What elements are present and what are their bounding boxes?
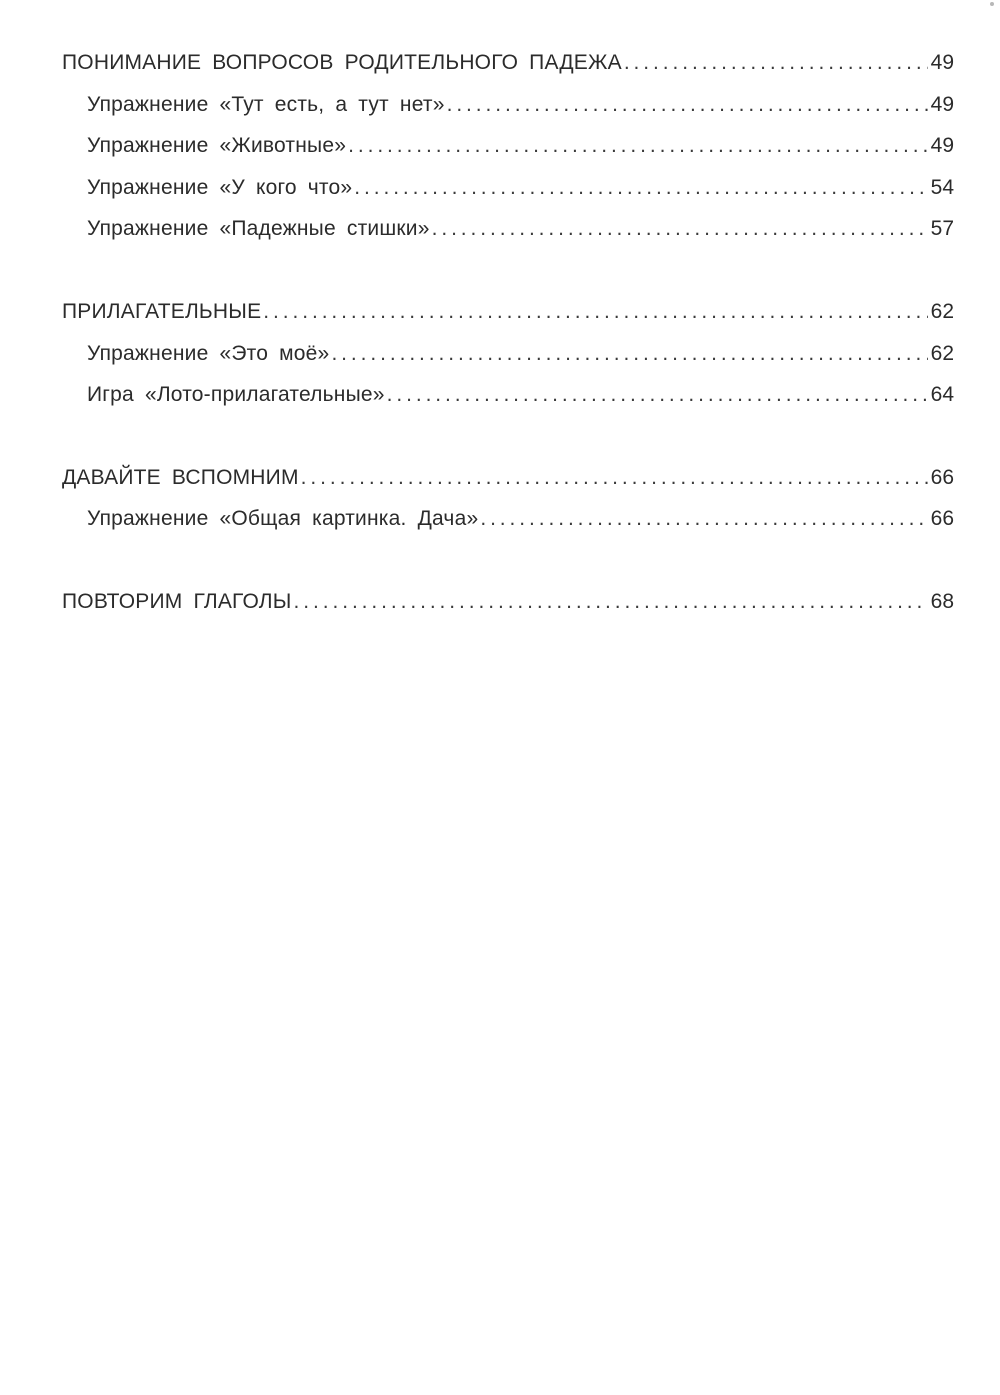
toc-entry[interactable] bbox=[62, 167, 954, 209]
toc-heading-entry[interactable] bbox=[62, 291, 954, 333]
toc-entry-label: Упражнение «Это моё» bbox=[87, 341, 330, 365]
toc-section bbox=[62, 581, 954, 623]
dot-leader bbox=[447, 84, 928, 126]
table-of-contents bbox=[62, 42, 954, 664]
toc-page-number: 57 bbox=[930, 217, 954, 241]
dot-leader bbox=[263, 291, 927, 333]
toc-page-number: 62 bbox=[930, 341, 954, 365]
dot-leader bbox=[294, 581, 928, 623]
toc-heading-label: ДАВАЙТЕ ВСПОМНИМ bbox=[62, 465, 299, 489]
toc-page-number: 54 bbox=[930, 175, 954, 199]
toc-entry[interactable] bbox=[62, 374, 954, 416]
toc-page-number: 66 bbox=[930, 465, 954, 489]
dot-leader bbox=[432, 208, 928, 250]
toc-page-number: 49 bbox=[930, 134, 954, 158]
dot-leader bbox=[301, 457, 928, 499]
toc-entry-label: Упражнение «Общая картинка. Дача» bbox=[87, 507, 479, 531]
toc-page-number: 62 bbox=[930, 299, 954, 323]
dot-leader bbox=[348, 125, 928, 167]
toc-entry[interactable] bbox=[62, 208, 954, 250]
toc-entry-label: Игра «Лото-прилагательные» bbox=[87, 383, 385, 407]
toc-entry-label: Упражнение «Тут есть, а тут нет» bbox=[87, 92, 445, 116]
toc-page-number: 64 bbox=[930, 383, 954, 407]
toc-section bbox=[62, 291, 954, 416]
dot-leader bbox=[480, 498, 927, 540]
toc-heading-entry[interactable] bbox=[62, 42, 954, 84]
toc-entry[interactable] bbox=[62, 84, 954, 126]
toc-heading-entry[interactable] bbox=[62, 457, 954, 499]
toc-heading-label: ПРИЛАГАТЕЛЬНЫЕ bbox=[62, 299, 262, 323]
corner-mark bbox=[990, 2, 994, 6]
toc-entry-label: Упражнение «У кого что» bbox=[87, 175, 353, 199]
toc-entry-label: Упражнение «Падежные стишки» bbox=[87, 217, 430, 241]
toc-page-number: 49 bbox=[930, 92, 954, 116]
dot-leader bbox=[331, 333, 927, 375]
toc-section bbox=[62, 457, 954, 540]
dot-leader bbox=[387, 374, 928, 416]
toc-page-number: 68 bbox=[930, 589, 954, 613]
toc-heading-label: ПОВТОРИМ ГЛАГОЛЫ bbox=[62, 589, 292, 613]
toc-entry-label: Упражнение «Животные» bbox=[87, 134, 347, 158]
toc-entry[interactable] bbox=[62, 498, 954, 540]
toc-section bbox=[62, 42, 954, 250]
toc-entry[interactable] bbox=[62, 125, 954, 167]
toc-heading-label: ПОНИМАНИЕ ВОПРОСОВ РОДИТЕЛЬНОГО ПАДЕЖА bbox=[62, 51, 622, 74]
toc-heading-entry[interactable] bbox=[62, 581, 954, 623]
toc-page-number: 49 bbox=[930, 51, 954, 74]
dot-leader bbox=[354, 167, 927, 209]
dot-leader bbox=[624, 42, 928, 84]
toc-entry[interactable] bbox=[62, 333, 954, 375]
toc-page-number: 66 bbox=[930, 507, 954, 531]
